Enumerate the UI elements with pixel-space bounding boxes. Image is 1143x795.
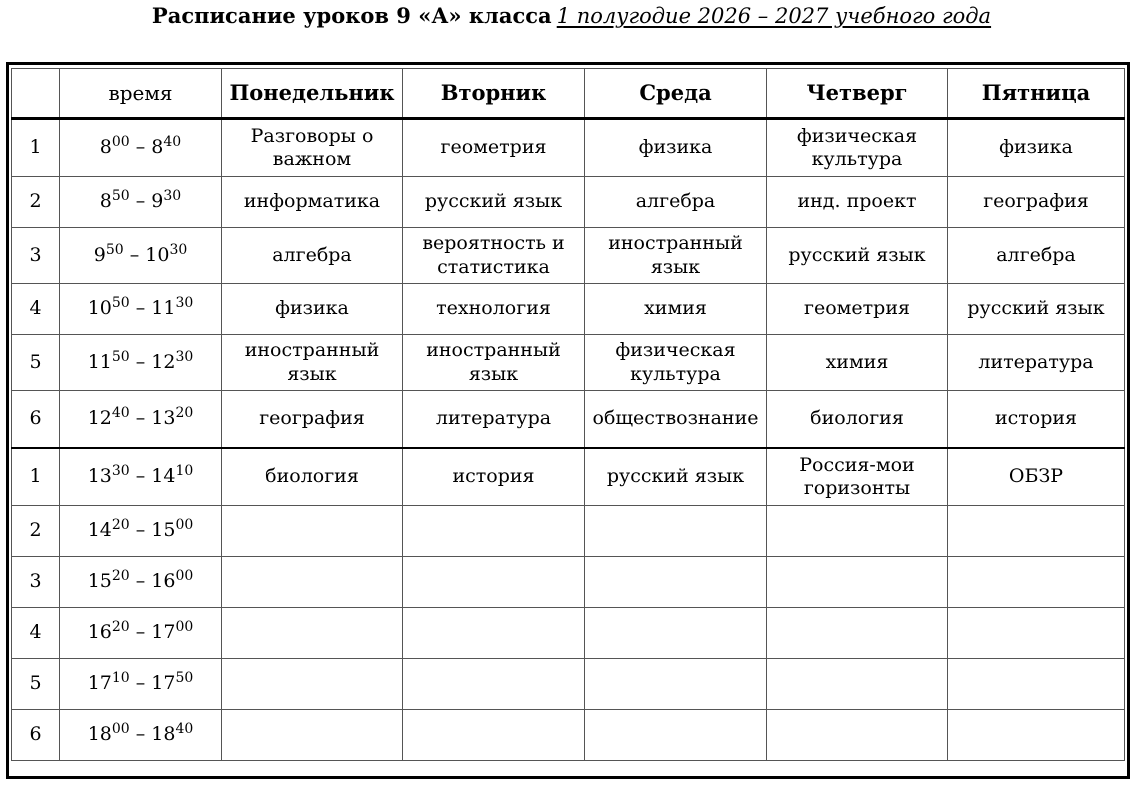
header-num <box>12 69 60 119</box>
lesson-cell-tuesday: история <box>403 448 585 506</box>
lesson-cell-monday <box>222 710 403 761</box>
lesson-time: $18^{00} - 18^{40}$ <box>60 710 222 761</box>
lesson-cell-monday: биология <box>222 448 403 506</box>
lesson-cell-friday <box>948 710 1125 761</box>
lesson-number: 3 <box>12 557 60 608</box>
lesson-number: 1 <box>12 119 60 177</box>
time-end-hour: 9 <box>151 190 164 213</box>
lesson-time: $13^{30} - 14^{10}$ <box>60 448 222 506</box>
lesson-cell-friday: история <box>948 391 1125 449</box>
time-end-minutes: 30 <box>175 295 194 312</box>
time-start-hour: 10 <box>87 297 112 320</box>
lesson-cell-thursday <box>767 710 948 761</box>
time-start-minutes: 30 <box>111 463 130 480</box>
time-end-hour: 12 <box>151 350 176 373</box>
lesson-cell-monday <box>222 659 403 710</box>
time-start-hour: 15 <box>87 570 112 593</box>
time-start-minutes: 20 <box>111 619 130 636</box>
lesson-number: 4 <box>12 284 60 335</box>
lesson-cell-monday: физика <box>222 284 403 335</box>
table-row <box>12 119 1125 177</box>
time-start-hour: 16 <box>87 621 112 644</box>
lesson-number: 5 <box>12 659 60 710</box>
lesson-cell-friday: ОБЗР <box>948 448 1125 506</box>
lesson-number: 4 <box>12 608 60 659</box>
time-start-hour: 14 <box>87 519 112 542</box>
lesson-cell-friday <box>948 659 1125 710</box>
lesson-cell-wednesday: алгебра <box>585 177 767 228</box>
time-start-minutes: 40 <box>111 405 130 422</box>
lesson-cell-tuesday <box>403 659 585 710</box>
time-end-minutes: 20 <box>175 405 194 422</box>
lesson-cell-friday: физика <box>948 119 1125 177</box>
time-start-minutes: 50 <box>111 188 130 205</box>
lesson-cell-tuesday <box>403 710 585 761</box>
time-start-hour: 8 <box>99 190 112 213</box>
lesson-cell-wednesday <box>585 608 767 659</box>
time-end-minutes: 30 <box>163 188 182 205</box>
table-row <box>12 710 1125 761</box>
table-row <box>12 391 1125 449</box>
table-row <box>12 506 1125 557</box>
lesson-cell-tuesday: вероятность и статистика <box>403 228 585 284</box>
time-start-hour: 18 <box>87 723 112 746</box>
lesson-number: 1 <box>12 448 60 506</box>
header-day-tuesday: Вторник <box>403 69 585 119</box>
table-row <box>12 177 1125 228</box>
schedule-table <box>11 68 1125 761</box>
lesson-cell-wednesday <box>585 659 767 710</box>
time-start-minutes: 20 <box>111 568 130 585</box>
table-row <box>12 284 1125 335</box>
header-time: время <box>60 69 222 119</box>
time-start-minutes: 50 <box>111 295 130 312</box>
lesson-cell-thursday <box>767 506 948 557</box>
lesson-cell-thursday: инд. проект <box>767 177 948 228</box>
lesson-number: 5 <box>12 335 60 391</box>
lesson-number: 2 <box>12 177 60 228</box>
table-header-row <box>12 69 1125 119</box>
lesson-cell-thursday: биология <box>767 391 948 449</box>
lesson-cell-tuesday: иностранный язык <box>403 335 585 391</box>
table-row <box>12 335 1125 391</box>
lesson-cell-monday: информатика <box>222 177 403 228</box>
header-day-wednesday: Среда <box>585 69 767 119</box>
time-end-minutes: 40 <box>163 134 182 151</box>
lesson-cell-wednesday <box>585 557 767 608</box>
time-end-hour: 11 <box>151 297 176 320</box>
time-end-hour: 16 <box>151 570 176 593</box>
table-row <box>12 659 1125 710</box>
lesson-cell-wednesday <box>585 710 767 761</box>
page-title <box>0 3 1143 33</box>
time-end-hour: 15 <box>151 519 176 542</box>
schedule-body <box>12 119 1125 761</box>
lesson-cell-wednesday: физическая культура <box>585 335 767 391</box>
lesson-cell-tuesday: геометрия <box>403 119 585 177</box>
lesson-cell-thursday <box>767 608 948 659</box>
lesson-cell-wednesday: физика <box>585 119 767 177</box>
time-start-hour: 9 <box>93 243 106 266</box>
lesson-cell-thursday: Россия-мои горизонты <box>767 448 948 506</box>
lesson-cell-friday: алгебра <box>948 228 1125 284</box>
lesson-cell-monday <box>222 557 403 608</box>
lesson-number: 6 <box>12 710 60 761</box>
lesson-time: $8^{00} - 8^{40}$ <box>60 119 222 177</box>
time-start-minutes: 00 <box>111 721 130 738</box>
lesson-cell-tuesday: технология <box>403 284 585 335</box>
lesson-time: $17^{10} - 17^{50}$ <box>60 659 222 710</box>
lesson-number: 2 <box>12 506 60 557</box>
lesson-cell-wednesday: русский язык <box>585 448 767 506</box>
lesson-cell-friday: русский язык <box>948 284 1125 335</box>
time-start-hour: 13 <box>87 465 112 488</box>
time-start-hour: 11 <box>87 350 112 373</box>
lesson-cell-monday <box>222 506 403 557</box>
lesson-time: $9^{50} - 10^{30}$ <box>60 228 222 284</box>
time-end-minutes: 50 <box>175 670 194 687</box>
lesson-cell-thursday <box>767 659 948 710</box>
lesson-cell-monday <box>222 608 403 659</box>
lesson-time: $12^{40} - 13^{20}$ <box>60 391 222 449</box>
time-end-minutes: 00 <box>175 568 194 585</box>
lesson-cell-tuesday: литература <box>403 391 585 449</box>
header-day-thursday: Четверг <box>767 69 948 119</box>
time-end-hour: 14 <box>151 465 176 488</box>
time-end-minutes: 40 <box>175 721 194 738</box>
lesson-time: $11^{50} - 12^{30}$ <box>60 335 222 391</box>
lesson-number: 3 <box>12 228 60 284</box>
lesson-time: $10^{50} - 11^{30}$ <box>60 284 222 335</box>
lesson-cell-monday: Разговоры о важном <box>222 119 403 177</box>
lesson-cell-tuesday <box>403 557 585 608</box>
lesson-cell-tuesday <box>403 608 585 659</box>
lesson-cell-thursday: русский язык <box>767 228 948 284</box>
time-start-hour: 17 <box>87 672 112 695</box>
time-start-minutes: 10 <box>111 670 130 687</box>
title-main: Расписание уроков 9 «А» класса <box>151 3 552 28</box>
lesson-cell-tuesday: русский язык <box>403 177 585 228</box>
time-end-minutes: 30 <box>175 348 194 365</box>
lesson-cell-wednesday: обществознание <box>585 391 767 449</box>
time-start-minutes: 00 <box>111 134 130 151</box>
lesson-cell-monday: иностранный язык <box>222 335 403 391</box>
lesson-cell-wednesday: иностранный язык <box>585 228 767 284</box>
time-start-hour: 12 <box>87 407 112 430</box>
lesson-cell-thursday: химия <box>767 335 948 391</box>
time-end-hour: 8 <box>151 136 164 159</box>
time-end-minutes: 30 <box>169 241 188 258</box>
lesson-cell-wednesday <box>585 506 767 557</box>
table-row <box>12 557 1125 608</box>
time-end-minutes: 00 <box>175 517 194 534</box>
lesson-cell-friday <box>948 608 1125 659</box>
table-row <box>12 228 1125 284</box>
lesson-cell-thursday <box>767 557 948 608</box>
time-end-minutes: 00 <box>175 619 194 636</box>
time-end-hour: 17 <box>151 672 176 695</box>
time-end-hour: 18 <box>151 723 176 746</box>
lesson-time: $15^{20} - 16^{00}$ <box>60 557 222 608</box>
lesson-cell-friday <box>948 557 1125 608</box>
lesson-cell-friday: география <box>948 177 1125 228</box>
lesson-number: 6 <box>12 391 60 449</box>
time-start-minutes: 50 <box>105 241 124 258</box>
table-row <box>12 448 1125 506</box>
lesson-cell-tuesday <box>403 506 585 557</box>
title-subtitle: 1 полугодие 2026 – 2027 учебного года <box>556 4 992 28</box>
lesson-time: $14^{20} - 15^{00}$ <box>60 506 222 557</box>
time-end-hour: 10 <box>145 243 170 266</box>
header-day-friday: Пятница <box>948 69 1125 119</box>
lesson-time: $8^{50} - 9^{30}$ <box>60 177 222 228</box>
lesson-cell-monday: алгебра <box>222 228 403 284</box>
time-start-minutes: 20 <box>111 517 130 534</box>
lesson-cell-thursday: физическая культура <box>767 119 948 177</box>
lesson-cell-monday: география <box>222 391 403 449</box>
lesson-time: $16^{20} - 17^{00}$ <box>60 608 222 659</box>
lesson-cell-friday <box>948 506 1125 557</box>
table-row <box>12 608 1125 659</box>
time-end-minutes: 10 <box>175 463 194 480</box>
lesson-cell-thursday: геометрия <box>767 284 948 335</box>
header-day-monday: Понедельник <box>222 69 403 119</box>
time-start-minutes: 50 <box>111 348 130 365</box>
lesson-cell-friday: литература <box>948 335 1125 391</box>
lesson-cell-wednesday: химия <box>585 284 767 335</box>
time-end-hour: 17 <box>151 621 176 644</box>
time-end-hour: 13 <box>151 407 176 430</box>
time-start-hour: 8 <box>99 136 112 159</box>
